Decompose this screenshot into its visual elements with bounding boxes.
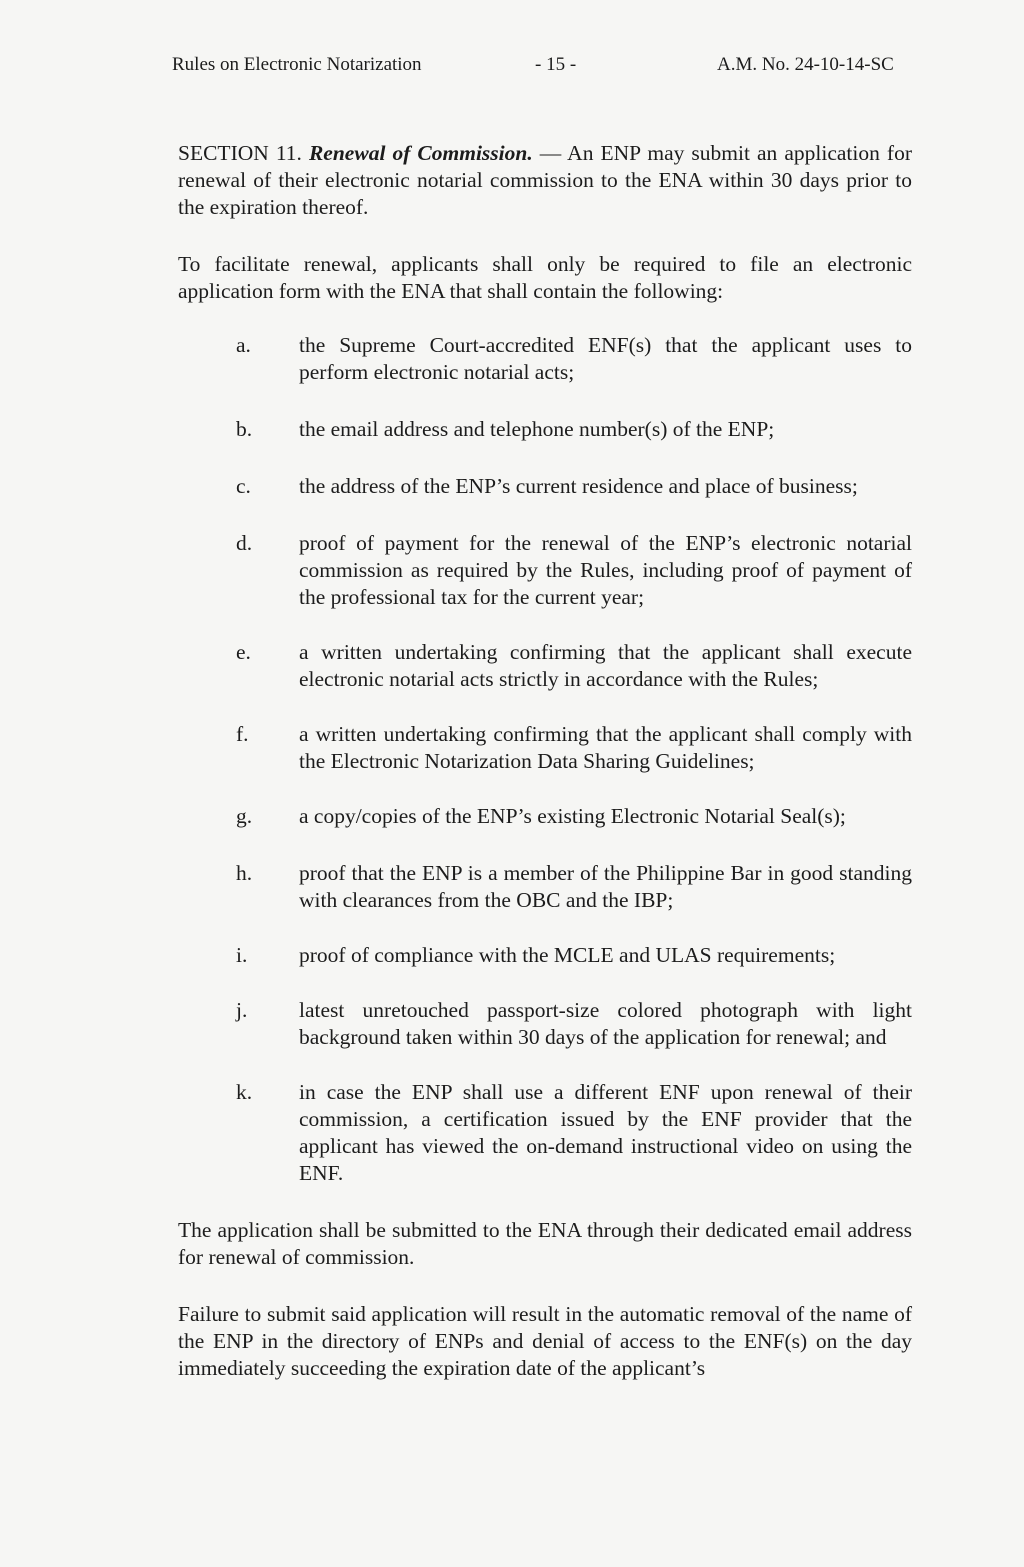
list-item-d xyxy=(178,530,912,611)
list-marker: a. xyxy=(236,333,251,357)
list-item-g xyxy=(178,803,912,830)
failure-paragraph: Failure to submit said application will result in the automatic removal of the name of the ENP in the directory of ENPs and denial of access to the ENF(s) on the day immediately succeeding the expiration date of the applicant’s xyxy=(178,1302,912,1380)
list-item-f xyxy=(178,721,912,775)
list-item-text: the email address and telephone number(s) of the ENP; xyxy=(299,417,775,441)
list-item-j xyxy=(178,997,912,1051)
list-item-text: proof that the ENP is a member of the Philippine Bar in good standing with clearances from the OBC and the IBP; xyxy=(299,861,912,912)
list-marker: k. xyxy=(236,1080,253,1104)
submission-paragraph: The application shall be submitted to the ENA through their dedicated email address for renewal of commission. xyxy=(178,1218,912,1269)
list-item-text: proof of compliance with the MCLE and ULAS requirements; xyxy=(299,943,836,967)
list-item-k xyxy=(178,1079,912,1187)
page-number: - 15 - xyxy=(535,54,577,75)
list-item-i xyxy=(178,942,912,969)
list-marker: b. xyxy=(236,417,253,441)
list-marker: g. xyxy=(236,804,253,828)
list-item-text: a written undertaking confirming that the applicant shall comply with the Electronic Notarization Data Sharing Guidelines; xyxy=(299,722,912,773)
section-title: Renewal of Commission. xyxy=(308,141,533,165)
list-marker: f. xyxy=(236,722,249,746)
requirements-list xyxy=(178,332,912,1187)
page-header xyxy=(0,54,1024,84)
list-item-b xyxy=(178,416,912,443)
list-item-text: the address of the ENP’s current residence and place of business; xyxy=(299,474,858,498)
list-marker: h. xyxy=(236,861,253,885)
list-marker: d. xyxy=(236,531,253,555)
list-marker: e. xyxy=(236,640,251,664)
list-item-text: proof of payment for the renewal of the ENP’s electronic notarial commission as required by the Rules, including proof of payment of the professional tax for the current year; xyxy=(299,531,912,609)
section-11-paragraph xyxy=(178,140,912,221)
list-marker: i. xyxy=(236,943,248,967)
section-label: SECTION 11. xyxy=(178,141,302,165)
list-item-text: in case the ENP shall use a different ENF upon renewal of their commission, a certification issued by the ENF provider that the applicant has viewed the on-demand instructional video on using the ENF. xyxy=(299,1080,912,1185)
list-item-text: a copy/copies of the ENP’s existing Electronic Notarial Seal(s); xyxy=(299,804,846,828)
list-marker: j. xyxy=(236,998,248,1022)
list-marker: c. xyxy=(236,474,251,498)
list-item-text: the Supreme Court-accredited ENF(s) that the applicant uses to perform electronic notarial acts; xyxy=(299,333,912,384)
header-document-title: Rules on Electronic Notarization xyxy=(172,54,422,75)
list-item-text: latest unretouched passport-size colored photograph with light background taken within 30 days of the application for renewal; and xyxy=(299,998,912,1049)
list-item-e xyxy=(178,639,912,693)
list-item-h xyxy=(178,860,912,914)
list-item-c xyxy=(178,473,912,500)
renewal-requirements-intro: To facilitate renewal, applicants shall only be required to file an electronic application form with the ENA that shall contain the following: xyxy=(178,252,912,303)
section-intro-text: — An ENP may submit an application for renewal of their electronic notarial commission to the ENA within 30 days prior to the expiration thereof. xyxy=(178,141,912,219)
list-item-text: a written undertaking confirming that the applicant shall execute electronic notarial acts strictly in accordance with the Rules; xyxy=(299,640,912,691)
header-case-number: A.M. No. 24-10-14-SC xyxy=(717,54,894,75)
document-body xyxy=(178,140,912,1382)
list-item-a xyxy=(178,332,912,386)
